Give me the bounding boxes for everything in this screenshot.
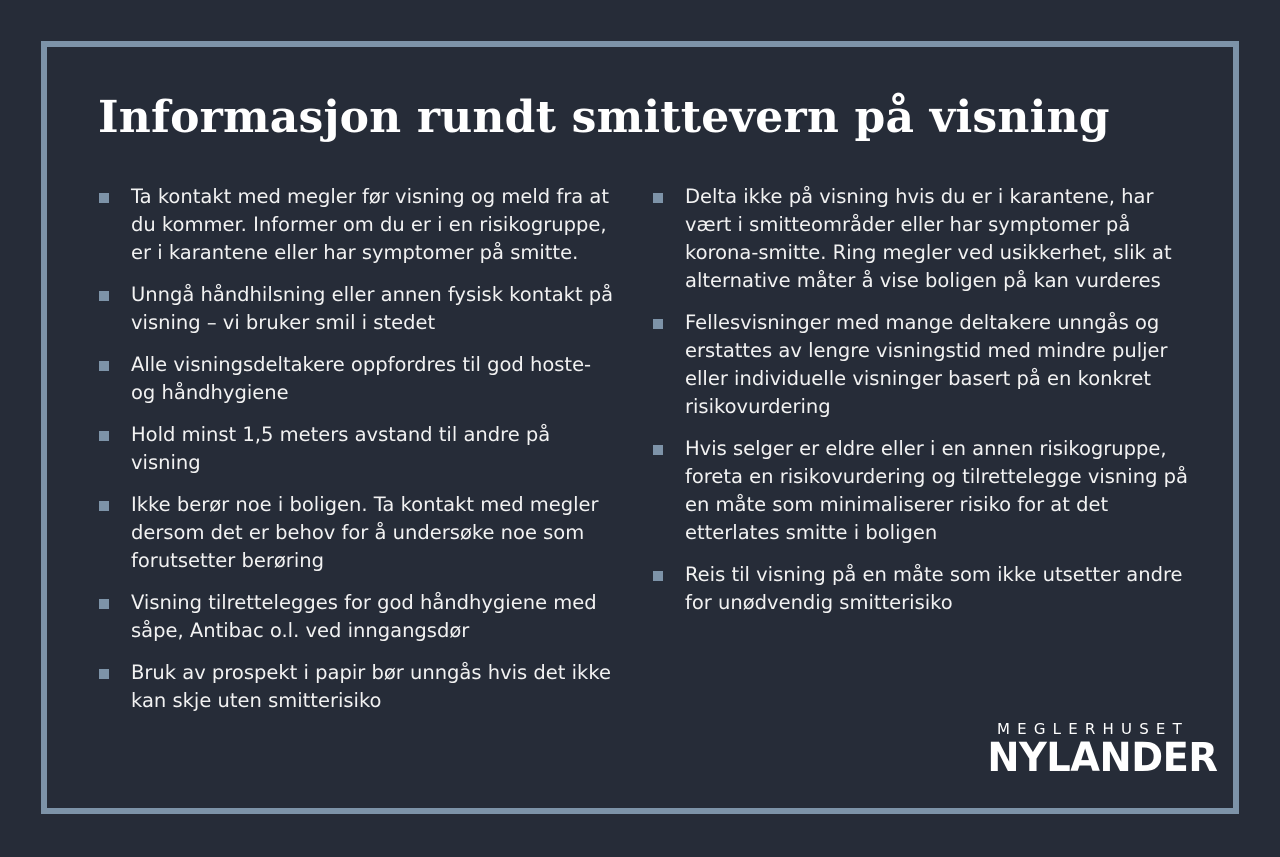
list-item-text: Fellesvisninger med mange deltakere unngås og erstattes av lengre visningstid med mindre puljer eller individuelle visninger basert på en konkret risikovurdering xyxy=(685,311,1168,418)
square-bullet-icon xyxy=(653,193,663,203)
left-bullet-list xyxy=(98,183,618,729)
square-bullet-icon xyxy=(99,669,109,679)
square-bullet-icon xyxy=(99,599,109,609)
square-bullet-icon xyxy=(99,501,109,511)
list-item-text: Reis til visning på en måte som ikke utsetter andre for unødvendig smitterisiko xyxy=(685,563,1183,614)
list-item-text: Ikke berør noe i boligen. Ta kontakt med megler dersom det er behov for å undersøke noe som forutsetter berøring xyxy=(131,493,599,572)
list-item-text: Hvis selger er eldre eller i en annen risikogruppe, foreta en risikovurdering og tilrettelegge visning på en måte som minimaliserer risiko for at det etterlates smitte i boligen xyxy=(685,437,1188,544)
logo-wordmark: NYLANDER xyxy=(987,735,1218,781)
list-item-text: Ta kontakt med megler før visning og meld fra at du kommer. Informer om du er i en risikogruppe, er i karantene eller har symptomer på smitte. xyxy=(131,185,609,264)
list-item xyxy=(98,659,618,715)
list-item xyxy=(98,183,618,267)
square-bullet-icon xyxy=(99,193,109,203)
list-item xyxy=(652,183,1192,295)
list-item xyxy=(98,421,618,477)
square-bullet-icon xyxy=(99,291,109,301)
square-bullet-icon xyxy=(653,319,663,329)
square-bullet-icon xyxy=(99,361,109,371)
list-item xyxy=(652,309,1192,421)
square-bullet-icon xyxy=(653,571,663,581)
right-bullet-list xyxy=(652,183,1192,631)
list-item-text: Unngå håndhilsning eller annen fysisk kontakt på visning – vi bruker smil i stedet xyxy=(131,283,614,334)
list-item-text: Hold minst 1,5 meters avstand til andre på visning xyxy=(131,423,551,474)
square-bullet-icon xyxy=(653,445,663,455)
logo-subtitle: MEGLERHUSET xyxy=(997,720,1189,738)
list-item-text: Delta ikke på visning hvis du er i karantene, har vært i smitteområder eller har symptomer på korona-smitte. Ring megler ved usikkerhet, slik at alternative måter å vise boligen på kan vurderes xyxy=(685,185,1172,292)
page-title: Informasjon rundt smittevern på visning xyxy=(98,92,1110,143)
list-item xyxy=(98,491,618,575)
list-item xyxy=(652,435,1192,547)
brand-logo xyxy=(983,720,1218,781)
list-item xyxy=(98,589,618,645)
list-item xyxy=(98,351,618,407)
list-item-text: Visning tilrettelegges for god håndhygiene med såpe, Antibac o.l. ved inngangsdør xyxy=(131,591,597,642)
list-item-text: Alle visningsdeltakere oppfordres til god hoste- og håndhygiene xyxy=(131,353,592,404)
list-item xyxy=(98,281,618,337)
list-item-text: Bruk av prospekt i papir bør unngås hvis det ikke kan skje uten smitterisiko xyxy=(131,661,611,712)
list-item xyxy=(652,561,1192,617)
square-bullet-icon xyxy=(99,431,109,441)
